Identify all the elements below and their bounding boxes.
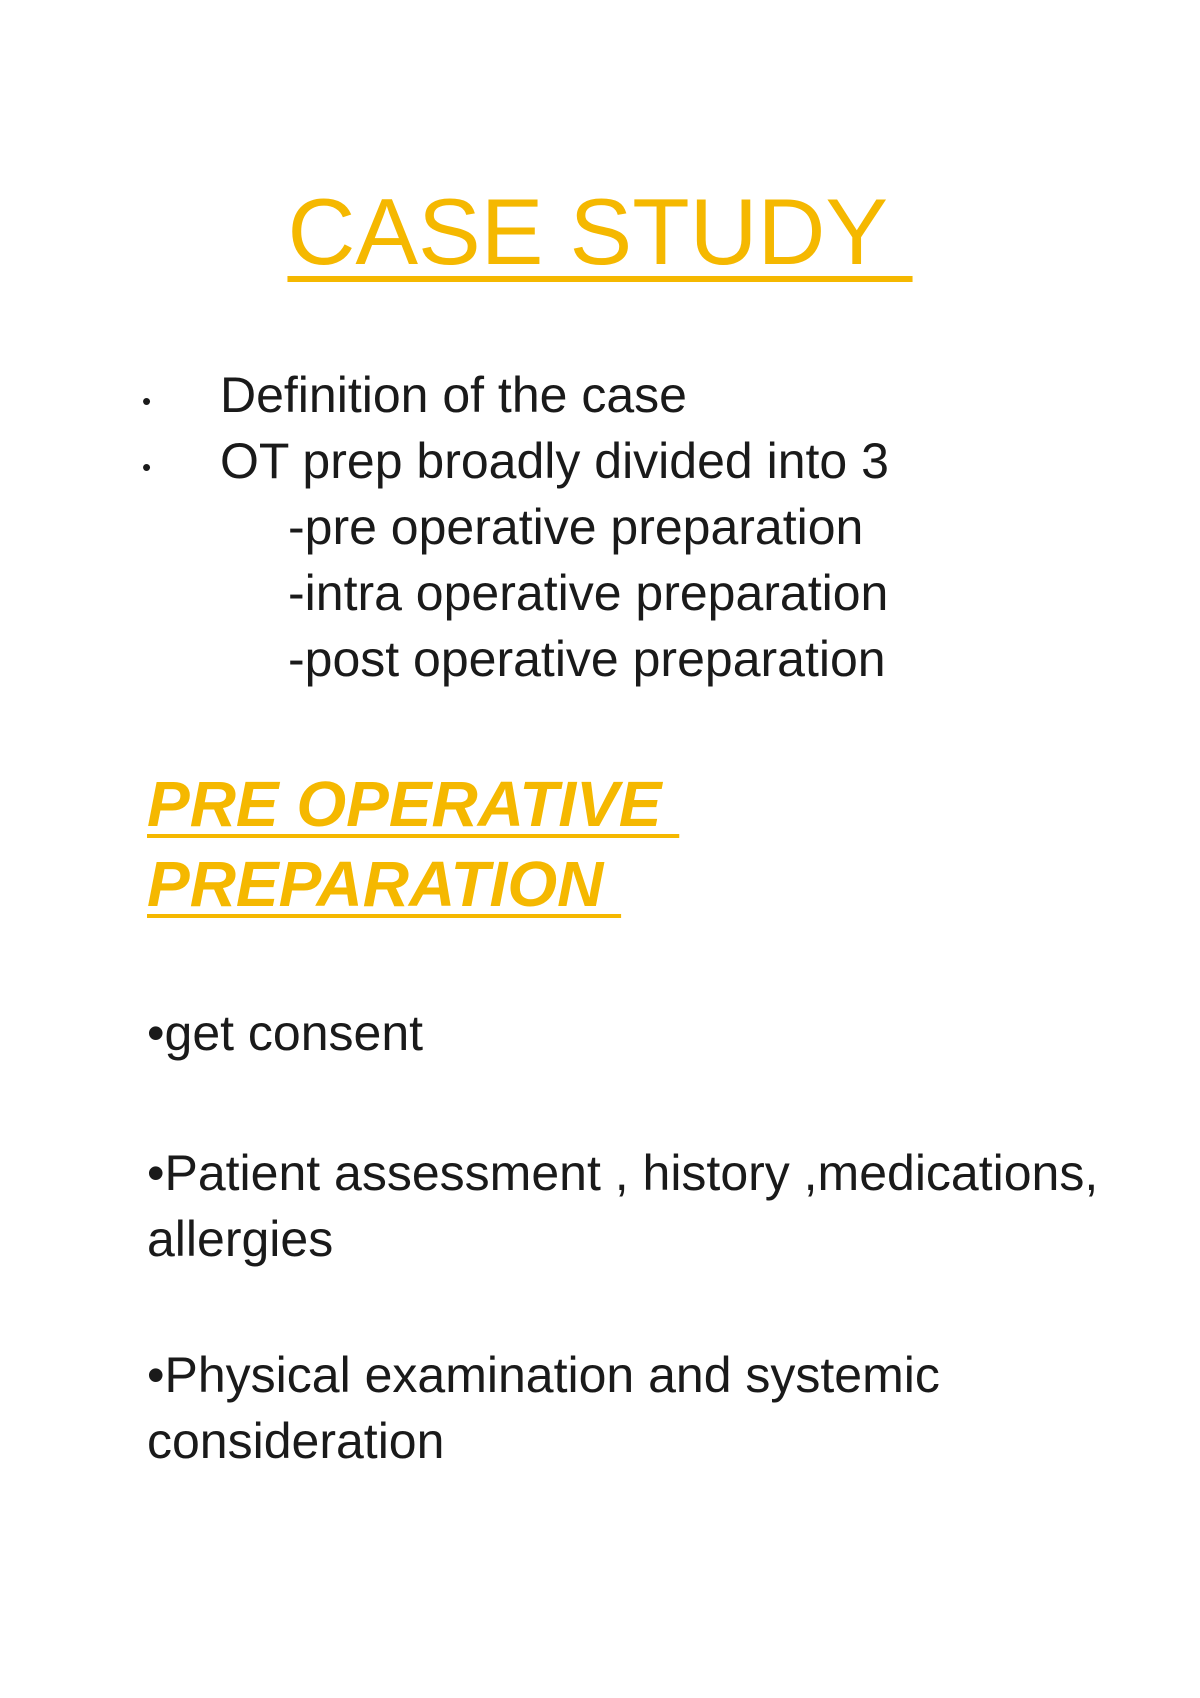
sub-item-pre-operative: -pre operative preparation <box>288 499 864 555</box>
page-title-text: CASE STUDY <box>287 179 913 284</box>
sub-item-intra-operative: -intra operative preparation <box>288 565 889 621</box>
section-heading-line1: PRE OPERATIVE <box>147 768 680 840</box>
bullet-text: OT prep broadly divided into 3 <box>220 433 889 489</box>
bullet-marker: • <box>142 452 152 482</box>
bullet-text: Definition of the case <box>220 367 687 423</box>
point-consent: •get consent <box>147 1005 424 1061</box>
bullet-marker: • <box>142 386 152 416</box>
section-heading-line2: PREPARATION <box>147 848 622 920</box>
page-title <box>0 179 1200 284</box>
point-patient-assessment: •Patient assessment , history ,medications, allergies <box>147 1145 1099 1267</box>
sub-item-post-operative: -post operative preparation <box>288 631 886 687</box>
point-physical-examination: •Physical examination and systemic consideration <box>147 1347 940 1469</box>
